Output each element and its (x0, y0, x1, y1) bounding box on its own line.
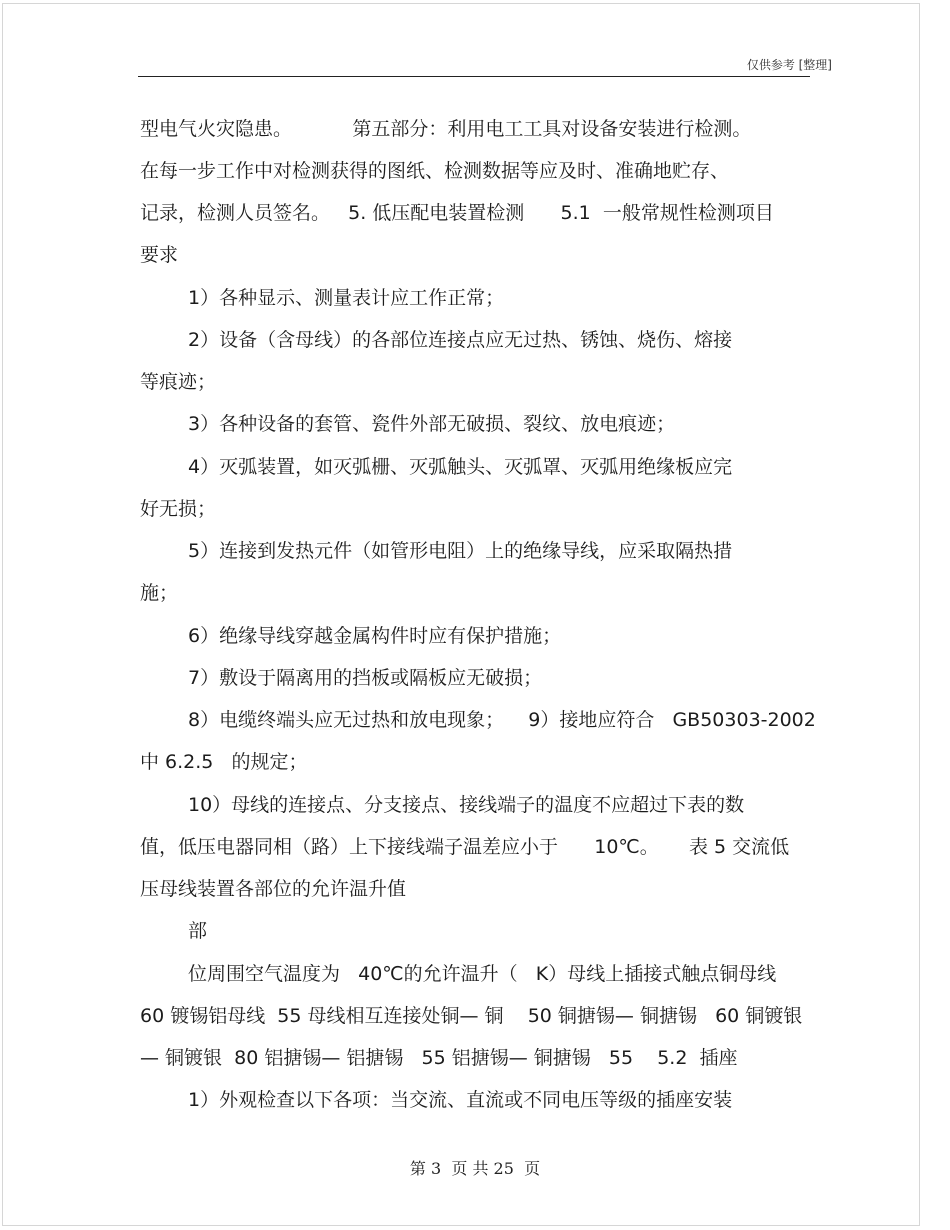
document-page (2, 3, 920, 1226)
body-line: 压母线装置各部位的允许温升值 (140, 878, 407, 900)
list-item: 10）母线的连接点、分支接点、接线端子的温度不应超过下表的数 (188, 794, 745, 816)
page-number-footer: 第 3 页 共 25 页 (409, 1159, 541, 1178)
body-line: 等痕迹； (140, 371, 217, 393)
header-divider (138, 76, 810, 77)
list-item: 7）敷设于隔离用的挡板或隔板应无破损； (188, 667, 543, 689)
body-line: 施； (140, 582, 179, 604)
body-line: 部 (188, 920, 208, 942)
list-item: 3）各种设备的套管、瓷件外部无破损、裂纹、放电痕迹； (188, 413, 676, 435)
list-item: 1）外观检查以下各项：当交流、直流或不同电压等级的插座安装 (188, 1089, 733, 1111)
body-line: 位周围空气温度为 40℃的允许温升（ K）母线上插接式触点铜母线 (188, 963, 777, 985)
body-line: 在每一步工作中对检测获得的图纸、检测数据等应及时、准确地贮存、 (140, 160, 730, 182)
body-line: 型电气火灾隐患。 第五部分：利用电工工具对设备安装进行检测。 (140, 118, 752, 140)
body-line: 中 6.2.5 的规定； (140, 751, 308, 773)
list-item: 1）各种显示、测量表计应工作正常； (188, 287, 505, 309)
body-line: — 铜镀银 80 铝搪锡— 铝搪锡 55 铝搪锡— 铜搪锡 55 5.2 插座 (140, 1047, 738, 1069)
body-line: 值，低压电器同相（路）上下接线端子温差应小于 10℃。 表 5 交流低 (140, 836, 790, 858)
list-item: 8）电缆终端头应无过热和放电现象； 9）接地应符合 GB50303-2002 (188, 709, 816, 731)
header-note: 仅供参考 [整理] (746, 58, 832, 72)
body-line: 60 镀锡铝母线 55 母线相互连接处铜— 铜 50 铜搪锡— 铜搪锡 60 铜镀银 (140, 1005, 803, 1027)
list-item: 2）设备（含母线）的各部位连接点应无过热、锈蚀、烧伤、熔接 (188, 329, 733, 351)
body-line: 好无损； (140, 498, 217, 520)
body-line: 要求 (140, 244, 179, 266)
list-item: 5）连接到发热元件（如管形电阻）上的绝缘导线，应采取隔热措 (188, 540, 733, 562)
list-item: 6）绝缘导线穿越金属构件时应有保护措施； (188, 625, 562, 647)
list-item: 4）灭弧装置，如灭弧栅、灭弧触头、灭弧罩、灭弧用绝缘板应完 (188, 456, 733, 478)
body-line: 记录，检测人员签名。 5. 低压配电装置检测 5.1 一般常规性检测项目 (140, 202, 774, 224)
